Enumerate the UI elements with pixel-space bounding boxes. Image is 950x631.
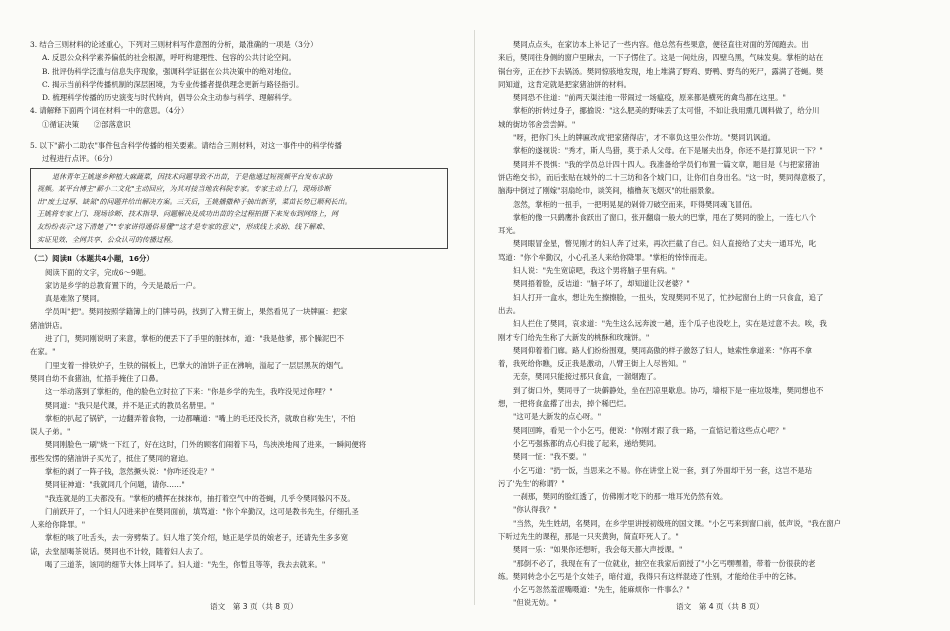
story-line: "呀，把你门头上的牌匾改成'把家猪得店'，才不辜负这里公作坊。"樊同讥讽道。 bbox=[513, 133, 776, 143]
story-line: 掌柜的遂视说："秀才，斯人鸟猎，莫于杀人父母。在下是屠夫出身，你还不是打算见识一下？" bbox=[513, 146, 823, 156]
story-line: 耳光。 bbox=[498, 226, 521, 236]
story-line: "那倒不必了，我现在有了一位就业，抽空在我家后面授了"小乞丐嘿嘿着，带着一份很获的老 bbox=[513, 558, 816, 568]
material-line: 退休青年王姚遂乡种植大麻蔬菜，因技术问题导致不出苗，于是他通过短视频平台发布求助 bbox=[52, 172, 332, 181]
question-3-stem: 3. 结合三则材料的论述重心，下列对三则材料写作意图的分析，最准确的一项是（3分） bbox=[30, 40, 318, 49]
question-5-stem: 5. 以下"薪小二助农"事件包含科学传播的相关要素。请结合三则材料，对这一事件中的科学传播 bbox=[30, 141, 342, 151]
story-line: 真是难煞了樊同。 bbox=[45, 294, 105, 304]
question-5-stem-cont: 过程进行点评。（6分） bbox=[42, 154, 117, 164]
story-line: 这一举动落到了掌柜的，他的脸色立时拉了下来："你是乡学的先生，我咋没见过你哩？" bbox=[45, 387, 333, 397]
story-line: "这可是大新发的点心呀。" bbox=[513, 412, 602, 422]
story-line: 樊同自幼不食猪油，忙捂手掩住了口鼻。 bbox=[30, 373, 164, 383]
story-line: "但说无妨。" bbox=[513, 598, 557, 608]
story-line: 樊同恐不住道："前两天渠洼池一带闹过一场瘟疫，原来都是横死的禽鸟都在这里。" bbox=[513, 93, 786, 103]
story-line: 妇人打开一盒水，想让先生擦擦脸，一扭头，发现樊同不见了，忙抄起窗台上的一只食盒，追了 bbox=[513, 292, 824, 302]
story-line: 小乞丐道："扔一饭，当思来之不易。你在讲堂上说一套，到了外面却干另一套，这岂不是玷 bbox=[513, 465, 813, 475]
story-line: 掌柜的扒起了锅铲，一边翻弄着食物，一边都囔道："嘴上的毛还没长齐，就敢自称'先生'，不怕 bbox=[45, 413, 356, 423]
material-line: 友纷纷表示"这下清楚了""专家讲得通俗易懂""这才是专家的意义"，形成线上求助、线下解难、 bbox=[37, 223, 330, 232]
story-line: 那些发愣的猪油饼子买光了，抵住了樊同的窘迫。 bbox=[30, 453, 193, 463]
story-line: "我连就是的工夫都没有。"掌柜的横挥在抹抹布，抽打着空气中的苍蝇，几乎令樊同躲闪不及。 bbox=[45, 493, 355, 503]
story-line: 无奈，樊同只能接过那只食盒，一溜烟跑了。 bbox=[513, 372, 661, 382]
story-line: 练。樊同转念小乞丐是个女娃子，暗付道，我得只有这样混迹了性别，才能给住手中的乞钵。 bbox=[498, 571, 802, 581]
story-line: 掌柜的像一只鹞鹰扑食跃出了窗口，张开翻扇一般大的巴掌，甩在了樊同的脸上，一连七八个 bbox=[513, 212, 817, 222]
story-line: 饼店绝交书》，而后张贴在城外的二十三坊和各个城门口，让你们自身出名。"这一时，樊同得意极了， bbox=[498, 172, 831, 182]
story-line: 门里支着一排铁炉子，生铁的锅板上，巴掌大的油饼子正在沸响，溢起了一层层黑灰的烟气。 bbox=[45, 360, 349, 370]
question-4-terms: ①循证决策 ②部落意识 bbox=[42, 119, 131, 129]
story-line: 樊同仰着着门廊。路人们纷纷围观，樊同高傲的样子激怒了妇人，她索性拿道来："你再不拿 bbox=[513, 345, 813, 355]
story-line: 着，我死给你瞧，反正我是激动，八臂王街上人尽皆知。" bbox=[498, 359, 687, 369]
story-line: 脑海中倒过了刚嫁"羽扇纶巾，谈笑间，樯橹灰飞烟灭"的壮丽景象。 bbox=[498, 186, 720, 196]
story-line: 锅台旁，正在抄下去锅汤。樊同惊骇地发现，地上堆满了野鸡、野鸭、野鸟的死尸，露满了苍蝇。樊 bbox=[498, 66, 824, 76]
question-3-option-c: C. 揭示当前科学传播机制的深层困境，为专业传播者提供理念更新与路径指引。 bbox=[42, 79, 304, 89]
story-line: 掌柜的折转过身子，挪揄说："这么肥美的野味丢了太可惜，不如让我用熏几调料做了，给分川 bbox=[513, 106, 820, 116]
story-line: 樊同一怔："我不要。" bbox=[513, 452, 587, 462]
story-line: 下听过先生的课程，那是一只夹黄狗，简直吓死人了。" bbox=[498, 531, 679, 541]
story-line: 樊同回眸，看见一个小乞丐，便说："你刚才跟了我一路，一直惦记着这些点心吧？" bbox=[513, 425, 786, 435]
question-3-option-b: B. 批评伪科学泛滥与信息失序现象，强调科学证据在公共决策中的绝对地位。 bbox=[42, 66, 297, 76]
story-text-left bbox=[30, 279, 448, 572]
page-divider bbox=[474, 30, 475, 605]
story-line: 家访是乡学的总教育置下的，今天是最后一户。 bbox=[45, 280, 201, 290]
material-line: 出"废土过厚、缺氮"的问题并给出解决方案。三天后，王姚播撒种子抽出新芽，菜苗长势已顺利长出。 bbox=[37, 197, 352, 206]
story-line: 刚才专门给先生称了大新发的桃酥和玫瑰饼。" bbox=[498, 332, 650, 342]
story-line: 樊同眼冒金星，瞥见刚才的妇人奔了过来，再次拦截了自己。妇人直接给了丈夫一通耳光，叱 bbox=[513, 239, 817, 249]
question-5-material-box bbox=[30, 168, 448, 250]
story-line: 猪油饼店。 bbox=[30, 320, 67, 330]
story-line: "当然，先生姓胡，名樊同，在乡学里讲授初级班的国文课。"小乞丐来到窗口前，低声说，"我在窗户 bbox=[513, 518, 841, 528]
story-line: "你认得我？" bbox=[513, 505, 557, 515]
story-line: 樊同道："我只是代课，并不是正式的教员名册里。" bbox=[45, 400, 215, 410]
story-line: 同知道，这肯定就是把家猪油饼的材料。 bbox=[498, 79, 632, 89]
story-line: 樊同捂着脸，反诘道："脑子坏了，却知道让汉老婆？" bbox=[513, 279, 690, 289]
material-line: 视频。某平台博主"薪小二文化"主动回应，为其对接当地农科院专家。专家主动上门，现场诊断 bbox=[37, 185, 331, 194]
story-line: 进了门，樊同刚说明了来意，掌柜的便丢下了手里的脏抹布，道："我是他爹，那个臊泥巴不 bbox=[45, 334, 345, 344]
section-2-title: （二）阅读Ⅱ（本题共4小题，16分） bbox=[30, 254, 154, 264]
question-3-option-d: D. 梳理科学传播的历史演变与时代转向，倡导公众主动参与科学、理解科学。 bbox=[42, 93, 297, 103]
section-2-intro: 阅读下面的文字，完成6～9题。 bbox=[45, 267, 151, 277]
story-line: 一刹那，樊同的脸红透了，仿佛刚才吃下的那一堆耳光仍然有效。 bbox=[513, 492, 728, 502]
story-line: 污了'先生'的称谓？" bbox=[498, 478, 565, 488]
story-line: 来后，樊同往身侧的窗户里瞅去，一下子愣住了。这是一间灶房，四壁乌黑，气味发臭。掌柜的站在 bbox=[498, 53, 824, 63]
story-line: 门前跃开了，一个妇人闪进来护在樊同面前，填骂道："你个牟勤汉，这可是教书先生，仔细孔圣 bbox=[45, 506, 359, 516]
story-line: 小乞丐强拣都的点心归拢了起来，递给樊同。 bbox=[513, 438, 661, 448]
story-line: 妇人说："先生宽谅吧，我这个男将脑子里有病。" bbox=[513, 266, 676, 276]
story-line: 骂道："你个牟勤汉，小心孔圣人来给你降罪。"掌柜的悻悻而走。 bbox=[498, 252, 712, 262]
story-line: 误人子弟。" bbox=[30, 427, 71, 437]
question-3-option-a: A. 反思公众科学素养偏低的社会根源，呼吁构建理性、包容的公共讨论空间。 bbox=[42, 53, 296, 63]
story-line: 樊同刚脸色一刷"烧一下红了，好在这时，门外的顾客们闹着下马，鸟泱泱地闯了进来，一瞬间便将 bbox=[45, 440, 367, 450]
story-text-right bbox=[498, 38, 916, 610]
question-4-stem: 4. 请解释下面两个词在材料一中的意思。（4分） bbox=[30, 106, 189, 116]
page-3 bbox=[30, 38, 448, 598]
story-line: 妇人拦住了樊同，哀求道："先生这么远奔波一趟，连个瓜子也没吃上，实在是过意不去。唉，我 bbox=[513, 319, 827, 329]
story-line: 樊同并不畏惧："我的学员总计四十四人。我准备给学员们布置一篇文章，题目是《与把家猪油 bbox=[513, 159, 820, 169]
story-line: 想，一把将食盒撂了出去，掉个稀巴烂。 bbox=[498, 399, 632, 409]
story-line: 小乞丐忽然羞涩嘴嗫道："先生，能麻烦你一件事么？" bbox=[513, 585, 690, 595]
story-line: 学员叫"把"。樊同按照学籍簿上的门牌号码，找到了入臂王街上，果然看见了一块牌匾：把家 bbox=[45, 307, 348, 317]
story-line: 到了街口外，樊同寻了一块僻静处，坐在凹凉里歇息。协巧，墙根下是一座垃圾堆，樊同想也不 bbox=[513, 385, 824, 395]
story-line: 城的街坊邻舍尝尝鲜。" bbox=[498, 119, 576, 129]
page-4-footer: 语文 第 4 页（共 8 页） bbox=[676, 602, 764, 611]
story-line: 喝了三道茶，该同的细节大体上同毕了。妇人道："先生，你暂且等等，我去去就来。" bbox=[45, 560, 326, 570]
story-line: 在家。" bbox=[30, 347, 56, 357]
material-line: 实证见效、全网共享、公众认可的传播过程。 bbox=[37, 235, 177, 244]
story-line: 忽然，掌柜的一扭手，一把明晃晃的剁骨刀破空而来，吓得樊同魂飞冒佰。 bbox=[513, 199, 757, 209]
page-3-footer: 语文 第 3 页（共 8 页） bbox=[210, 602, 298, 611]
story-line: 樊同一乐："如果你还想听，我会每天都大声授课。" bbox=[513, 545, 683, 555]
material-line: 王姚将专家上门、现场诊断、技术指导、问题解决及成功出苗的全过程拍摄下来发布到网络上，网 bbox=[37, 210, 338, 219]
story-line: 樊同征神道："我就同几个问题，请你……" bbox=[45, 480, 185, 490]
story-line: 掌柜的咳了吐舌头，去一旁劈柴了。妇人堆了笑介绍，她正是学员的娘老子，还请先生多多宽 bbox=[45, 533, 349, 543]
story-line: 人来给你降罪。" bbox=[30, 520, 86, 530]
story-line: 掌柜的剥了一阵子钱，忽然撅头说："你咋还没走？" bbox=[45, 466, 215, 476]
story-line: 樊同点点头，在家访本上补记了一些内容。他总然有些果意，便径直往对面的芳闻跑去。出 bbox=[513, 40, 809, 49]
story-line: 谅，去堂屋喝茶说话。樊同也不计较，随着妇人去了。 bbox=[30, 546, 208, 556]
story-line: 出去。 bbox=[498, 305, 521, 315]
